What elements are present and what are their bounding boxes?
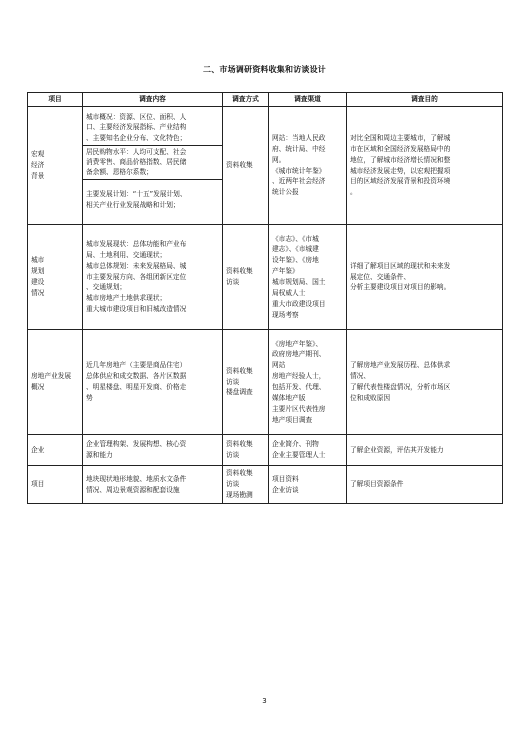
channel-line: 统计公报 (272, 188, 299, 197)
channel-line: 现场考察 (272, 310, 299, 319)
content-line: 企业管理构架、发展构想、核心资 (86, 440, 187, 449)
channel-cell (269, 435, 347, 466)
channel-line: 城市规划局、国土 (272, 278, 326, 286)
table-row (28, 330, 503, 435)
content-subcell (83, 180, 222, 221)
channel-cell (269, 107, 347, 225)
item-line: 建设 (31, 278, 45, 286)
content-cell (83, 225, 223, 330)
channel-line: 《市志》、《市城 (272, 234, 319, 243)
method-line: 现场勘测 (226, 490, 253, 499)
channel-cell (269, 330, 347, 435)
content-line: 重大城市建设项目和旧城改造情况 (86, 305, 187, 314)
purpose-cell (347, 435, 503, 466)
method-line: 楼盘调查 (226, 388, 253, 397)
content-line: 势 (86, 393, 93, 402)
channel-line: 企业主要管理人士 (272, 451, 326, 459)
channel-line: 《房地产年鉴》、 (272, 339, 323, 348)
channel-line: 《城市统计年鉴》 (272, 166, 326, 175)
section-heading: 二、市场调研资料收集和访谈设计 (203, 65, 326, 74)
item-cell (28, 435, 83, 466)
channel-line: 企业简介、刊物 (272, 440, 319, 449)
purpose-cell (347, 107, 503, 225)
channel-line: 府、统计局、中经 (272, 144, 326, 153)
method-line: 访谈 (226, 278, 240, 286)
item-line: 背景 (31, 171, 45, 180)
purpose-line: 城市经济发展走势，以宏观把握项 (350, 166, 451, 175)
channel-line: 局权威人士 (272, 288, 306, 297)
item-line: 城市 (31, 256, 45, 265)
item-line: 概况 (31, 383, 45, 391)
content-cell (83, 330, 223, 435)
item-line: 经济 (31, 161, 45, 170)
method-cell (223, 330, 269, 435)
content-line: 口、主要经济发展指标、产业结构 (86, 123, 187, 132)
channel-line: 建志》、《市城建 (272, 245, 319, 254)
content-line: 情况、周边景观资源和配套设施 (86, 485, 180, 494)
content-line: 相关产业行业发展战略和计划； (86, 201, 180, 209)
content-line: 总体供应和成交数据、各片区数据 (86, 372, 187, 381)
content-line: 市主要发展方向、各组团新区定位 (86, 272, 187, 281)
purpose-line: 详细了解项目区域的现状和未来发 (350, 261, 451, 270)
content-cell (83, 107, 223, 225)
channel-cell (269, 466, 347, 504)
channel-line: 、近两年社会经济 (272, 177, 326, 186)
purpose-line: 分析主要建设项目对项目的影响。 (350, 283, 451, 292)
method-cell (223, 225, 269, 330)
item-line: 宏观 (31, 150, 45, 159)
purpose-line: 。 (350, 188, 357, 197)
content-line: 消费零售、商品价格指数、居民储 (86, 157, 187, 166)
content-line: 居民购物水平：人均可支配、社会 (86, 147, 187, 156)
page-number: 3 (262, 697, 267, 705)
purpose-line: 对比全国和周边主要城市，了解城 (350, 133, 451, 142)
method-line: 资料收集 (226, 161, 253, 170)
purpose-cell (347, 330, 503, 435)
content-subcell (83, 111, 222, 146)
item-cell (28, 225, 83, 330)
content-line: 城市总体规划：未来发展格局、城 (86, 261, 187, 270)
channel-line: 主要片区代表性房 (272, 404, 326, 413)
column-header-item: 项目 (28, 93, 83, 107)
column-header-purpose: 调查目的 (347, 93, 503, 107)
method-line: 访谈 (226, 451, 240, 459)
content-line: 、明星楼盘、明星开发商、价格走 (86, 383, 187, 391)
table-row (28, 225, 503, 330)
item-line: 情况 (31, 288, 45, 297)
purpose-cell (347, 225, 503, 330)
purpose-line: 情况、 (350, 372, 371, 381)
item-cell (28, 107, 83, 225)
method-line: 资料收集 (226, 469, 253, 478)
method-cell (223, 435, 269, 466)
purpose-line: 了解项目资源条件 (350, 480, 404, 489)
channel-cell (269, 225, 347, 330)
method-line: 资料收集 (226, 366, 253, 375)
channel-line: 网。 (272, 155, 286, 164)
content-cell (83, 435, 223, 466)
content-line: 近几年房地产（主要是商品住宅） (86, 361, 187, 370)
content-subcell (83, 438, 222, 462)
content-subcell (83, 359, 222, 404)
method-line: 资料收集 (226, 440, 253, 449)
channel-line: 企业访谈 (272, 485, 299, 494)
channel-line: 政府房地产期刊、 (272, 350, 326, 359)
content-subcell (83, 238, 222, 316)
table-row (28, 435, 503, 466)
purpose-line: 了解企业资源，评估其开发能力 (350, 445, 444, 454)
column-header-content: 调查内容 (83, 93, 223, 107)
channel-line: 媒体地产版 (272, 393, 306, 402)
method-line: 访谈 (226, 377, 240, 386)
purpose-line: 了解代表性楼盘情况，分析市场区 (350, 383, 451, 391)
content-line: 、主要知名企业分布、文化特色； (86, 133, 187, 142)
method-cell (223, 107, 269, 225)
item-cell (28, 466, 83, 504)
content-line: 城市房地产土地供求现状； (86, 294, 167, 303)
channel-line: 重大市政建设项目 (272, 299, 326, 308)
purpose-cell (347, 466, 503, 504)
table-body (28, 107, 503, 504)
purpose-line: 了解房地产业发展历程、总体供求 (350, 361, 451, 370)
content-line: 主要发展计划：“十五”发展计划、 (86, 190, 187, 199)
item-cell (28, 330, 83, 435)
method-line: 访谈 (226, 480, 240, 489)
channel-line: 地产项目调查 (272, 415, 313, 424)
content-line: 、交通规划； (86, 283, 127, 292)
table-row (28, 466, 503, 504)
channel-line: 包括开发、代理、 (272, 383, 326, 391)
item-line: 房地产业发展 (31, 372, 72, 381)
channel-line: 网站 (272, 361, 286, 370)
research-table (27, 92, 503, 504)
purpose-line: 地位，了解城市经济增长情况和整 (350, 155, 451, 164)
column-header-method: 调查方式 (223, 93, 269, 107)
channel-line: 项目资料 (272, 474, 299, 483)
purpose-line: 市在区域和全国经济发展格局中的 (350, 144, 451, 153)
channel-line: 网站：当地人民政 (272, 133, 326, 142)
content-line: 局、土地利用、交通现状； (86, 250, 167, 259)
table-row (28, 107, 503, 225)
content-line: 源和能力 (86, 451, 113, 459)
item-line: 规划 (31, 267, 45, 276)
content-line: 城市发展现状：总体功能和产业布 (86, 240, 187, 249)
item-line: 项目 (31, 480, 45, 489)
purpose-line: 位和成败原因 (350, 393, 391, 402)
content-subcell (83, 473, 222, 497)
method-cell (223, 466, 269, 504)
purpose-line: 展定位、交通条件、 (350, 272, 411, 281)
channel-line: 房地产经验人士， (272, 372, 326, 381)
table-header-row (28, 93, 503, 107)
method-line: 资料收集 (226, 267, 253, 276)
content-line: 地块现状地形地貌、地质水文条件 (86, 474, 187, 483)
channel-line: 设年鉴》、《房地 (272, 256, 319, 265)
content-subcell (83, 146, 222, 180)
column-header-channel: 调查渠道 (269, 93, 347, 107)
content-line: 城市概况：资源、区位、面积、人 (86, 112, 187, 121)
purpose-line: 目的区域经济发展背景和投资环境 (350, 177, 451, 186)
content-cell (83, 466, 223, 504)
item-line: 企业 (31, 445, 45, 454)
content-line: 备余额、恩格尔系数； (86, 168, 153, 177)
channel-line: 产年鉴》 (272, 267, 299, 276)
